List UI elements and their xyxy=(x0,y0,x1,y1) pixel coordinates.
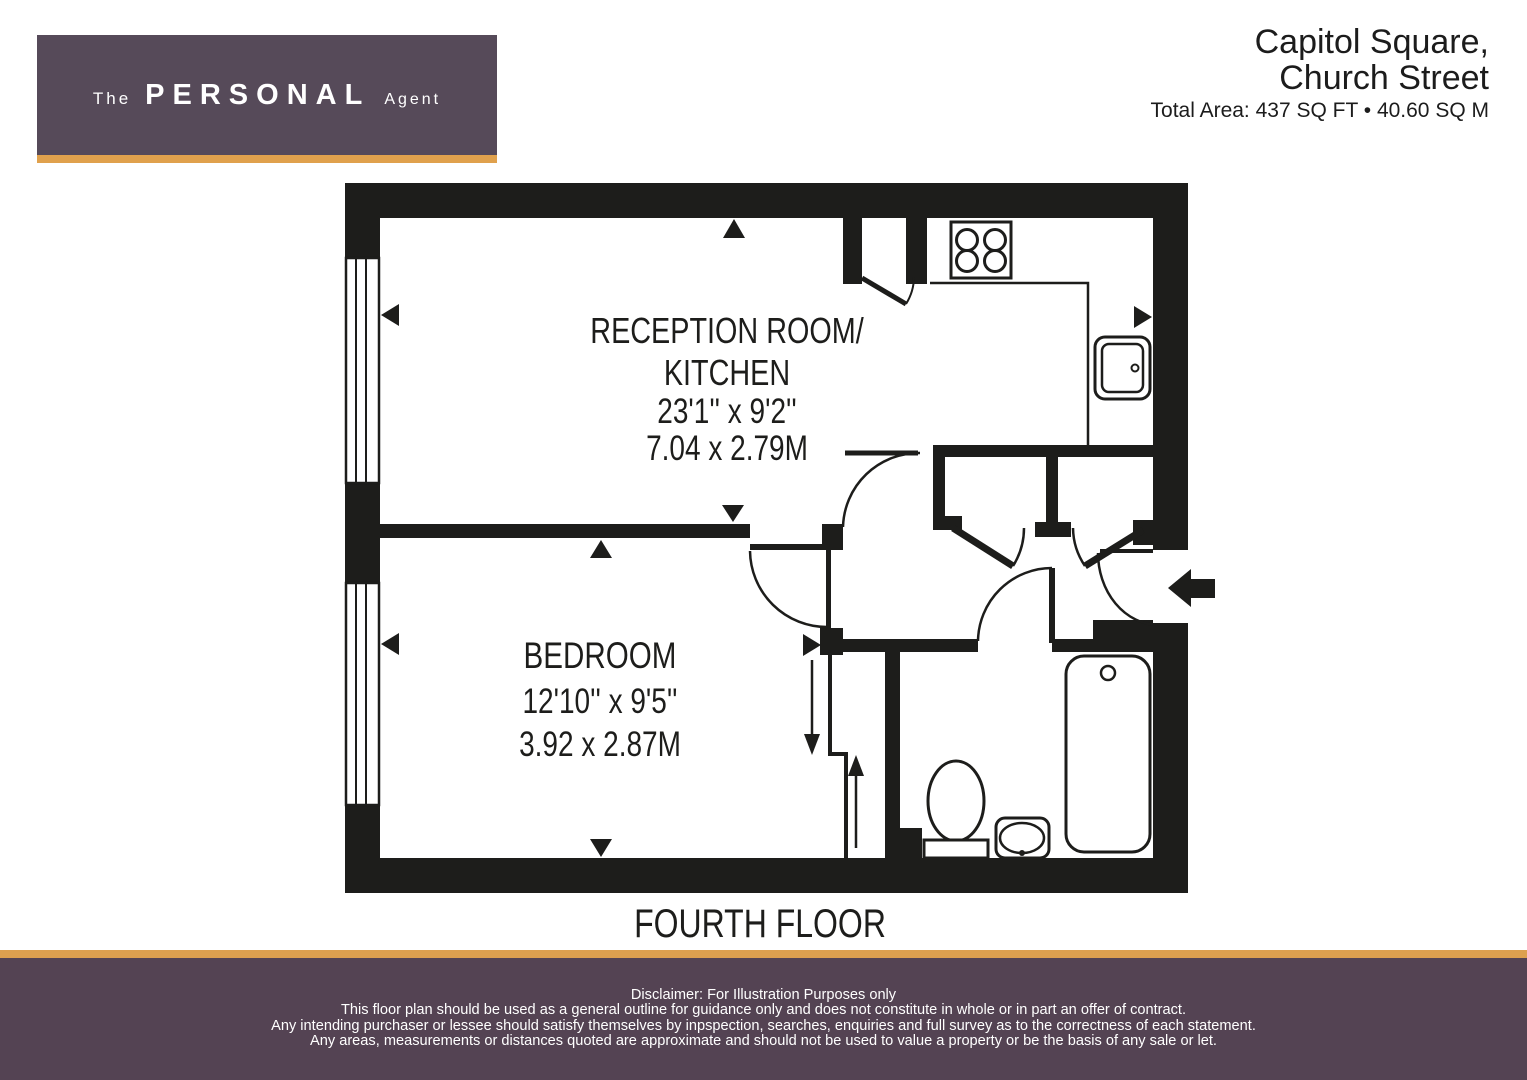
window xyxy=(346,583,379,805)
bedroom-dims-imperial: 12'10'' x 9'5'' xyxy=(522,680,678,721)
disclaimer-line: This floor plan should be used as a general outline for guidance only and does not constitute in whole or in part an offer of contract. xyxy=(340,1002,1187,1019)
basin-icon xyxy=(996,818,1049,858)
address-line-1: Capitol Square, xyxy=(1254,23,1489,61)
entrance-arrow-icon xyxy=(1168,569,1215,607)
disclaimer-line: Any intending purchaser or lessee should satisfy themselves by inpspection, searches, enquiries and full survey as to the correctness of each statement. xyxy=(271,1017,1256,1034)
toilet-icon xyxy=(924,761,988,858)
door-arc xyxy=(1098,551,1158,625)
total-area: Total Area: 437 SQ FT • 40.60 SQ M xyxy=(1150,99,1489,122)
door-arc xyxy=(978,568,1052,643)
logo-word-agent: Agent xyxy=(384,90,442,108)
kitchen-counter xyxy=(930,283,1088,445)
bath-icon xyxy=(1066,656,1150,852)
door-arc xyxy=(953,528,1024,566)
floor-label: FOURTH FLOOR xyxy=(634,900,886,946)
reception-room-dims-imperial: 23'1'' x 9'2'' xyxy=(657,390,797,431)
door-arc xyxy=(843,453,920,527)
disclaimer-footer xyxy=(0,958,1527,1080)
door-arc xyxy=(1073,528,1143,566)
disclaimer-line: Any areas, measurements or distances quoted are approximate and should not be used to value a property or be the basis of any sale or let. xyxy=(310,1033,1217,1050)
reception-room-name-line1: RECEPTION ROOM/ xyxy=(590,309,864,351)
address-line-2: Church Street xyxy=(1279,59,1489,97)
hob-icon xyxy=(951,222,1011,278)
bedroom-name: BEDROOM xyxy=(523,635,677,677)
logo-word-the: The xyxy=(92,88,132,108)
disclaimer-line: Disclaimer: For Illustration Purposes only xyxy=(630,987,897,1003)
logo-word-personal: PERSONAL xyxy=(145,78,371,111)
bedroom-dims-metric: 3.92 x 2.87M xyxy=(519,723,681,764)
footer-accent-rule xyxy=(0,950,1527,958)
reception-room-dims-metric: 7.04 x 2.79M xyxy=(646,427,808,468)
window xyxy=(346,258,379,483)
kitchen-sink-icon xyxy=(1095,337,1150,399)
door-arc xyxy=(750,547,827,627)
reception-room-name-line2: KITCHEN xyxy=(663,351,791,393)
